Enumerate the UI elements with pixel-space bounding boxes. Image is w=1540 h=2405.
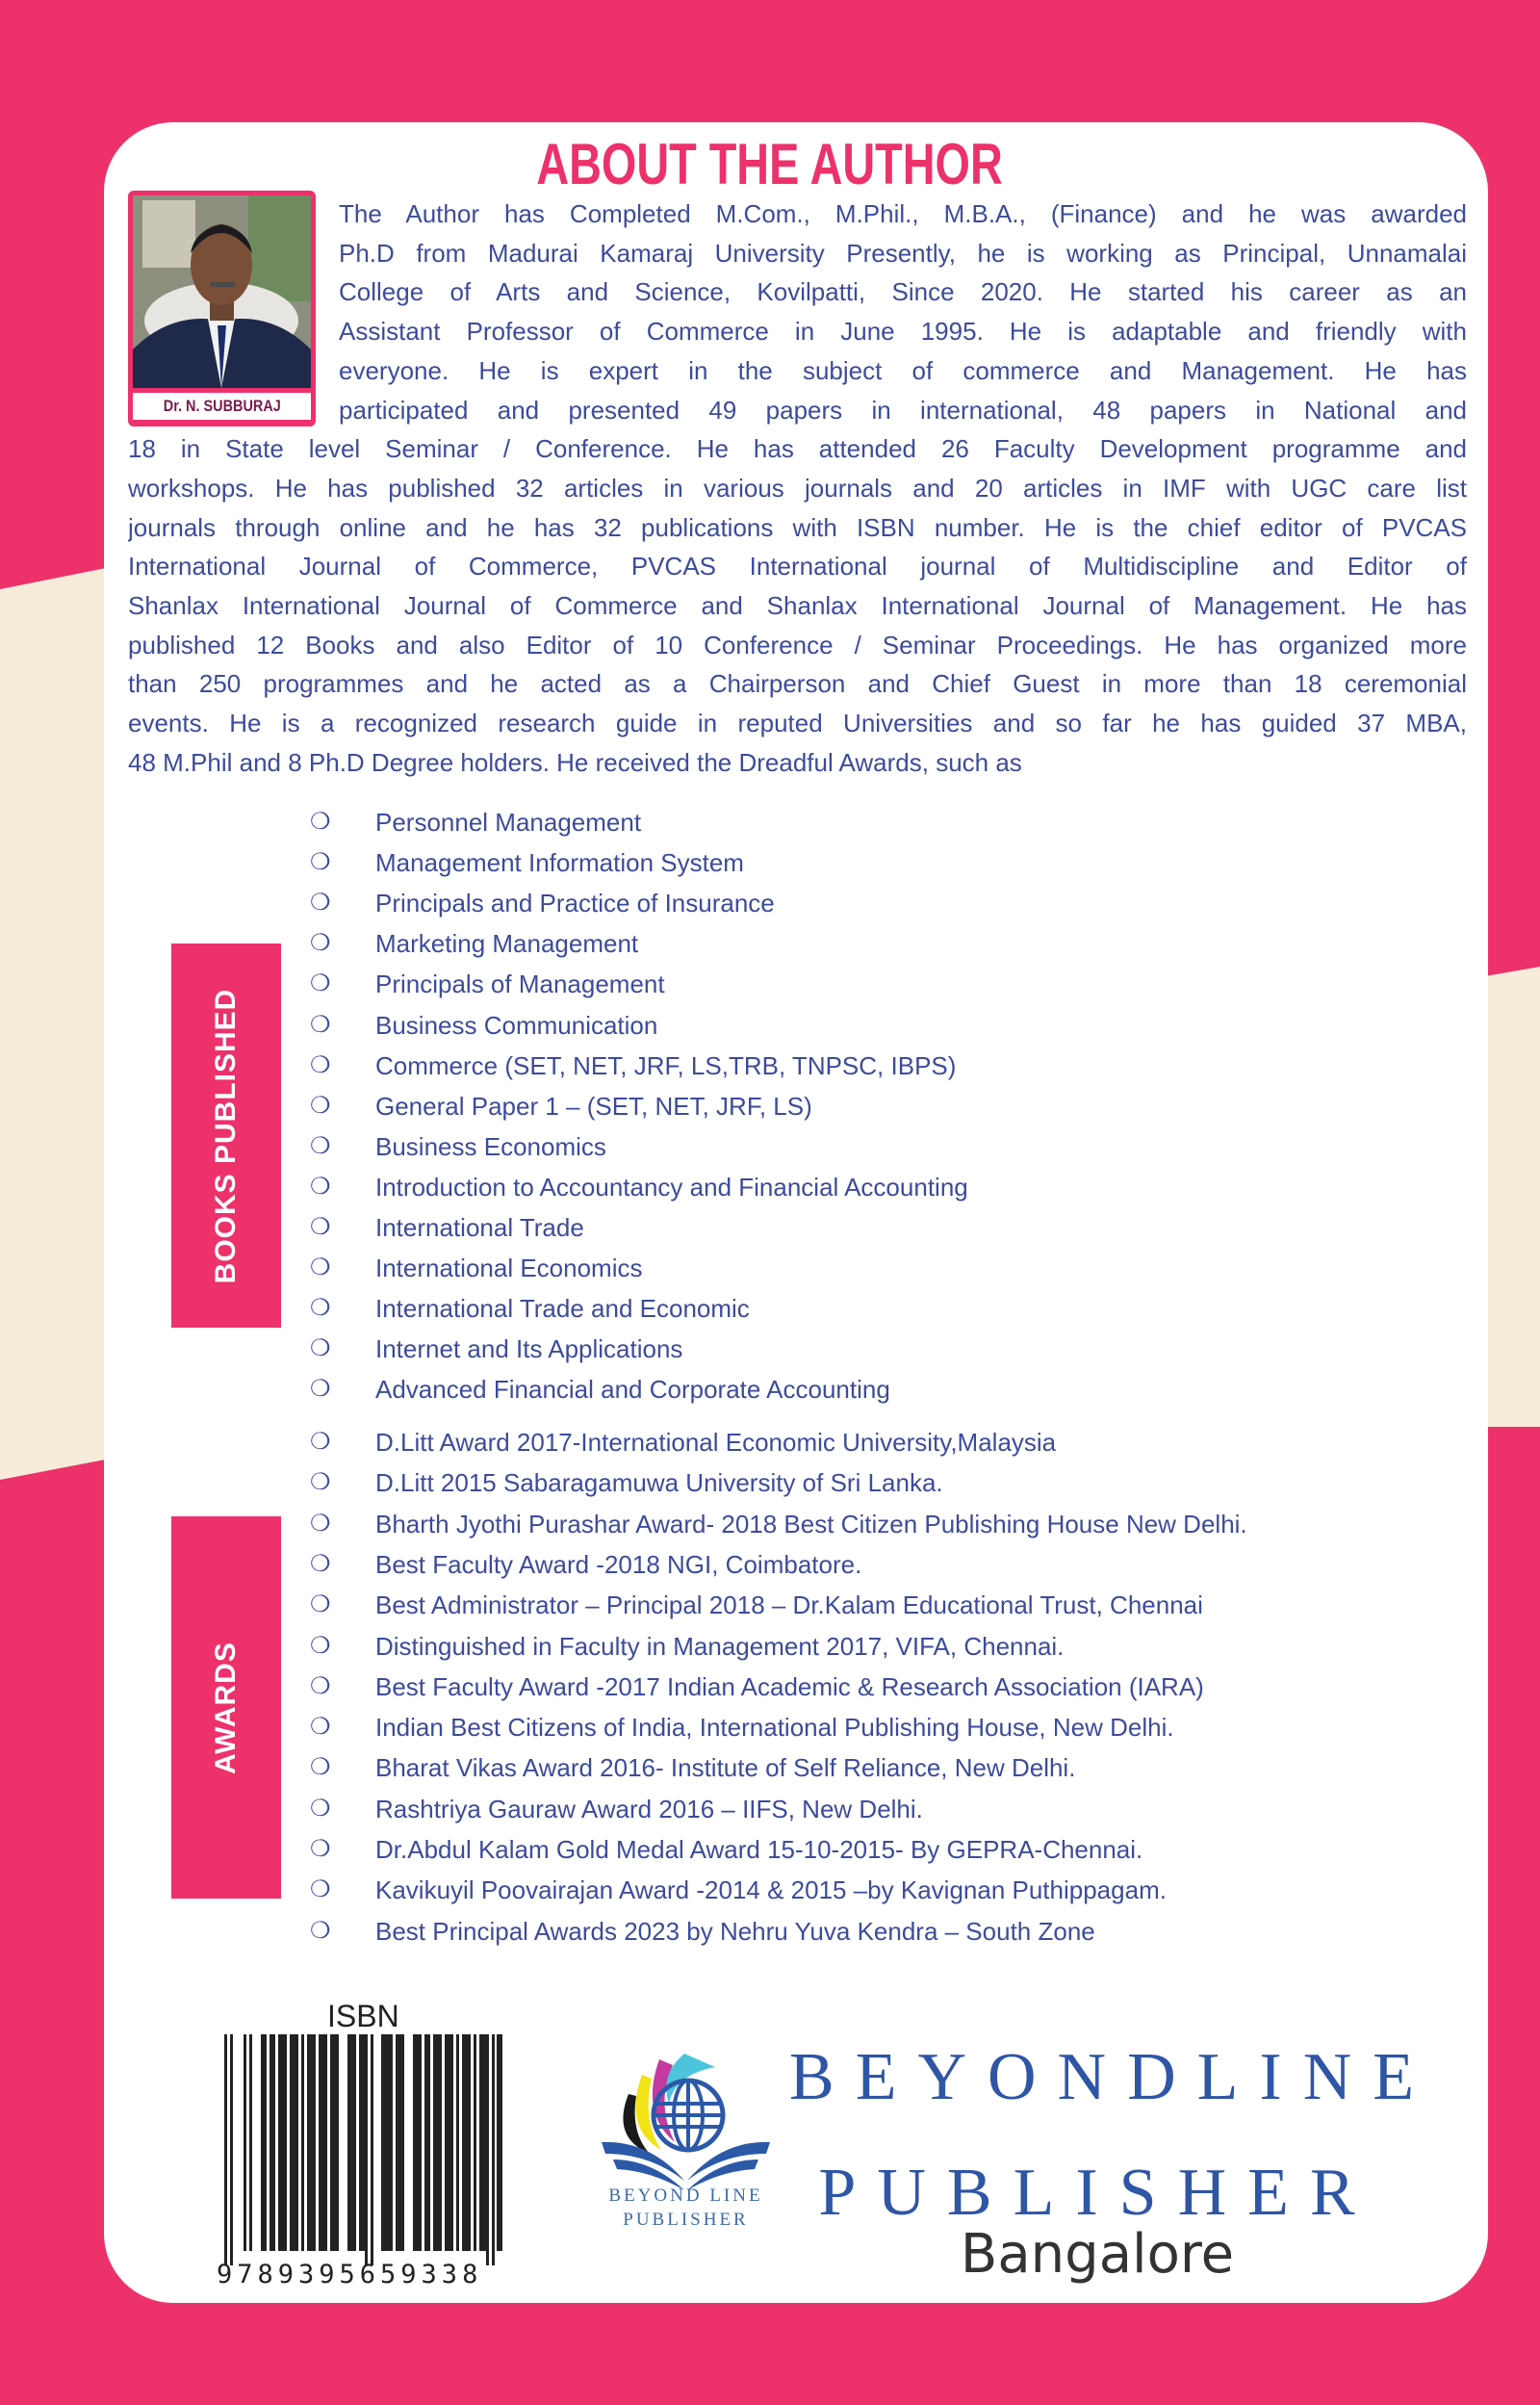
barcode-bar [270,2034,275,2251]
isbn-label: ISBN [327,1999,399,2033]
circle-bullet-icon: ❍ [310,1632,331,1659]
barcode-bar [462,2034,471,2251]
circle-bullet-icon: ❍ [310,1254,331,1281]
awards-label: AWARDS [210,1641,242,1774]
isbn-barcode [217,2034,505,2289]
awards-item-text: D.Litt 2015 Sabaragamuwa University of Sri Lanka. [375,1468,943,1498]
awards-item-text: D.Litt Award 2017-International Economic University,Malaysia [375,1428,1057,1457]
barcode-bar [424,2034,430,2251]
books-published-label: BOOKS PUBLISHED [210,988,242,1283]
circle-bullet-icon: ❍ [310,930,331,957]
bio-line: 18 in State level Seminar / Conference. He has attended 26 Faculty Development programme and [128,434,1467,464]
bio-line: The Author has Completed M.Com., M.Phil., M.B.A., (Finance) and he was awarded [339,199,1467,228]
barcode-guard-bar [492,2034,495,2265]
circle-bullet-icon: ❍ [310,1469,331,1496]
barcode-bar [433,2034,442,2251]
barcode-bar [445,2034,453,2251]
barcode-bar [249,2034,252,2251]
books-item-text: Principals of Management [375,970,665,999]
barcode-bar [301,2034,304,2251]
circle-bullet-icon: ❍ [310,1672,331,1699]
author-photo-frame [128,191,316,427]
bio-line: 48 M.Phil and 8 Ph.D Degree holders. He received the Dreadful Awards, such as [128,747,1022,777]
author-name-caption: Dr. N. SUBBURAJ [133,393,311,420]
isbn-digits: 9789395659338 [217,2260,483,2289]
awards-item-text: Bharth Jyothi Purashar Award- 2018 Best Citizen Publishing House New Delhi. [375,1509,1247,1539]
books-item-text: Business Economics [375,1131,606,1161]
barcode-bar [261,2034,267,2251]
barcode-guard-bar [224,2034,227,2265]
barcode-bar [330,2034,339,2251]
circle-bullet-icon: ❍ [310,1510,331,1537]
circle-bullet-icon: ❍ [310,1214,331,1240]
bio-line: everyone. He is expert in the subject of commerce and Management. He has [339,355,1467,385]
bio-line: International Journal of Commerce, PVCAS International journal of Multidiscipline and Editor of [128,552,1467,582]
logo-text-line2: PUBLISHER [623,2210,749,2230]
barcode-guard-bar [486,2034,489,2265]
barcode-bar [347,2034,356,2251]
circle-bullet-icon: ❍ [310,1836,331,1862]
bio-line: events. He is a recognized research guide in reputed Universities and so far he has guided 37 MBA, [128,709,1467,738]
bio-line: Shanlax International Journal of Commerce and Shanlax International Journal of Management. He has [128,591,1467,620]
barcode-bar [290,2034,298,2251]
circle-bullet-icon: ❍ [310,1295,331,1322]
barcode-bar [319,2034,327,2251]
circle-bullet-icon: ❍ [310,1876,331,1903]
bio-line: participated and presented 49 papers in international, 48 papers in National and [339,395,1467,425]
circle-bullet-icon: ❍ [310,1550,331,1577]
books-item-text: Marketing Management [375,929,639,959]
circle-bullet-icon: ❍ [310,1173,331,1200]
awards-item-text: Kavikuyil Poovairajan Award -2014 & 2015 –by Kavignan Puthippagam. [375,1875,1167,1905]
circle-bullet-icon: ❍ [310,1051,331,1078]
awards-item-text: Best Faculty Award -2018 NGI, Coimbatore. [375,1549,862,1579]
books-item-text: Management Information System [375,848,744,878]
page-title: ABOUT THE AUTHOR [536,132,1004,196]
books-item-text: Commerce (SET, NET, JRF, LS,TRB, TNPSC, IBPS) [375,1050,957,1080]
books-published-tab [171,944,281,1328]
barcode-bar [278,2034,287,2251]
barcode-bar [381,2034,393,2251]
publisher-city: Bangalore [960,2223,1235,2286]
circle-bullet-icon: ❍ [310,1132,331,1159]
awards-item-text: Best Principal Awards 2023 by Nehru Yuva Kendra – South Zone [375,1916,1095,1946]
barcode-bar [456,2034,459,2251]
bio-line: Assistant Professor of Commerce in June 1995. He is adaptable and friendly with [339,317,1467,347]
books-item-text: International Economics [375,1254,643,1283]
author-photo [133,195,311,388]
circle-bullet-icon: ❍ [310,809,331,835]
publisher-name-line2: PUBLISHER [818,2156,1376,2230]
circle-bullet-icon: ❍ [310,890,331,917]
barcode-bar [359,2034,365,2251]
books-item-text: Principals and Practice of Insurance [375,889,775,918]
circle-bullet-icon: ❍ [310,1376,331,1403]
books-item-text: Advanced Financial and Corporate Accounting [375,1375,890,1405]
awards-item-text: Best Faculty Award -2017 Indian Academic & Research Association (IARA) [375,1671,1204,1701]
barcode-bar [307,2034,316,2251]
circle-bullet-icon: ❍ [310,1795,331,1822]
circle-bullet-icon: ❍ [310,849,331,876]
awards-item-text: Bharat Vikas Award 2016- Institute of Self Reliance, New Delhi. [375,1753,1076,1783]
barcode-bar [396,2034,404,2251]
bio-line: workshops. He has published 32 articles in various journals and 20 articles in IMF with UGC care list [128,473,1467,503]
barcode-guard-bar [365,2034,368,2265]
circle-bullet-icon: ❍ [310,970,331,997]
books-item-text: Personnel Management [375,808,642,837]
circle-bullet-icon: ❍ [310,1429,331,1455]
barcode-bar [413,2034,422,2251]
bio-line: College of Arts and Science, Kovilpatti, Since 2020. He started his career as an [339,277,1467,307]
circle-bullet-icon: ❍ [310,1011,331,1038]
awards-item-text: Rashtriya Gauraw Award 2016 – IIFS, New Delhi. [375,1794,923,1823]
barcode-guard-bar [230,2034,233,2265]
logo-text-line1: BEYOND LINE [608,2185,763,2206]
awards-item-text: Indian Best Citizens of India, International Publishing House, New Delhi. [375,1713,1174,1743]
bio-line: published 12 Books and also Editor of 10 Conference / Seminar Proceedings. He has organized more [128,630,1467,659]
barcode-bar [474,2034,476,2251]
barcode-guard-bar [371,2034,373,2265]
publisher-name-line1: BEYONDLINE [789,2040,1436,2114]
circle-bullet-icon: ❍ [310,1335,331,1362]
awards-item-text: Best Administrator – Principal 2018 – Dr.Kalam Educational Trust, Chennai [375,1590,1203,1620]
circle-bullet-icon: ❍ [310,1591,331,1618]
books-item-text: Business Communication [375,1010,658,1040]
books-item-text: International Trade and Economic [375,1294,750,1324]
books-item-text: Internet and Its Applications [375,1334,683,1364]
books-item-text: International Trade [375,1213,584,1242]
bio-line: journals through online and he has 32 publications with ISBN number. He is the chief editor of PVCAS [128,512,1467,542]
awards-tab [171,1516,281,1899]
books-item-text: Introduction to Accountancy and Financial Accounting [375,1172,968,1202]
barcode-bar [497,2034,502,2251]
circle-bullet-icon: ❍ [310,1754,331,1781]
barcode-bar [244,2034,246,2251]
bio-line: Ph.D from Madurai Kamaraj University Presently, he is working as Principal, Unnamalai [339,238,1467,268]
awards-item-text: Dr.Abdul Kalam Gold Medal Award 15-10-2015- By GEPRA-Chennai. [375,1835,1143,1864]
circle-bullet-icon: ❍ [310,1714,331,1741]
awards-item-text: Distinguished in Faculty in Management 2017, VIFA, Chennai. [375,1631,1065,1661]
circle-bullet-icon: ❍ [310,1092,331,1119]
bio-line: than 250 programmes and he acted as a Chairperson and Chief Guest in more than 18 ceremonial [128,669,1467,699]
books-item-text: General Paper 1 – (SET, NET, JRF, LS) [375,1091,812,1121]
circle-bullet-icon: ❍ [310,1917,331,1944]
